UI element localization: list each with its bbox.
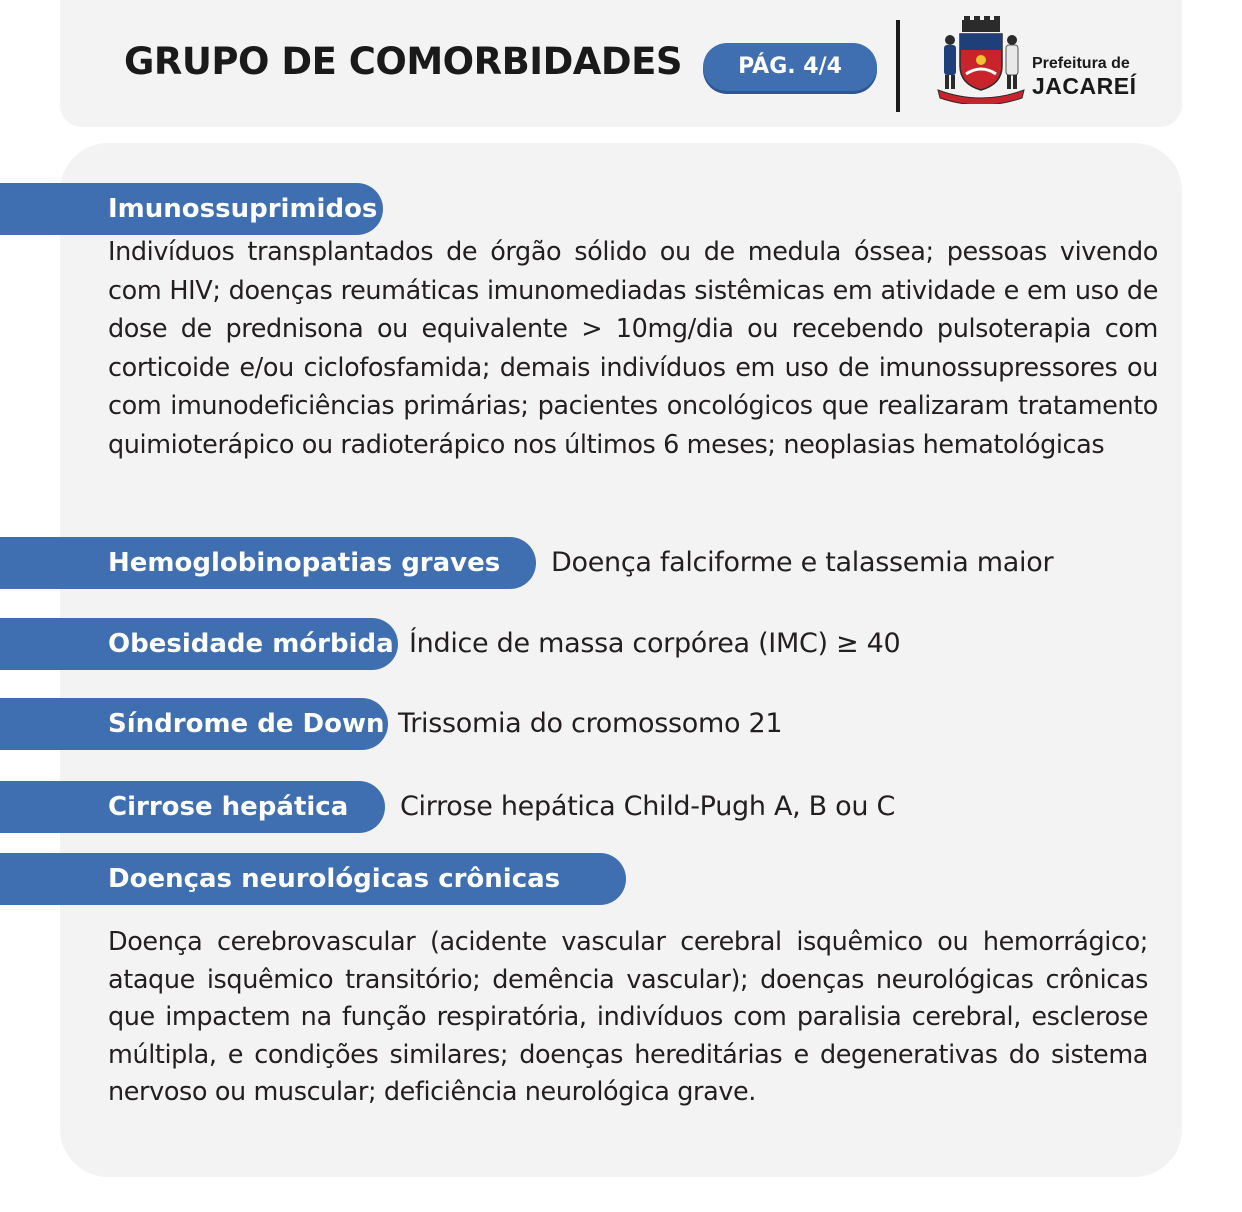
text-cirrose: Cirrose hepática Child-Pugh A, B ou C [400,791,896,822]
tag-hemoglobinopatias: Hemoglobinopatias graves [0,537,536,589]
brand-prefeitura-label: Prefeitura de [1032,55,1130,72]
text-obesidade: Índice de massa corpórea (IMC) ≥ 40 [409,628,901,659]
text-imunossuprimidos: Indivíduos transplantados de órgão sólido ou de medula óssea; pessoas vivendo com HIV; doenças reumáticas imunomediadas sistêmicas em atividade e em uso de dose de prednisona ou equivalente > 10mg/dia ou recebendo pulsoterapia com corticoide e/ou ciclofosfamida; demais indivíduos em uso de imunossupressores ou com imunodeficiências primárias; pacientes oncológicos que realizaram tratamento quimioterápico ou radioterápico nos últimos 6 meses; neoplasias hematológicas [108,237,1158,460]
tag-doencas-neurologicas: Doenças neurológicas crônicas [0,853,626,905]
text-doencas-neurologicas: Doença cerebrovascular (acidente vascular cerebral isquêmico ou hemorrágico; ataque isquêmico transitório; demência vascular); doenças neurológicas crônicas que impactem na função respiratória, indivíduos com paralisia cerebral, esclerose múltipla, e condições similares; doenças hereditárias e degenerativas do sistema nervoso ou muscular; deficiência neurológica grave. [108,927,1148,1107]
page-title: GRUPO DE COMORBIDADES [124,40,683,83]
city-coat-of-arms-icon [936,16,1026,104]
tag-cirrose: Cirrose hepática [0,781,385,833]
page-number-badge: PÁG. 4/4 [703,43,877,91]
tag-imunossuprimidos: Imunossuprimidos [0,183,383,235]
text-hemoglobinopatias: Doença falciforme e talassemia maior [551,547,1054,578]
header-divider [896,20,900,112]
tag-obesidade: Obesidade mórbida [0,618,398,670]
brand-city-name: JACAREÍ [1032,73,1137,99]
tag-sindrome-down: Síndrome de Down [0,698,388,750]
text-sindrome-down: Trissomia do cromossomo 21 [398,708,783,739]
